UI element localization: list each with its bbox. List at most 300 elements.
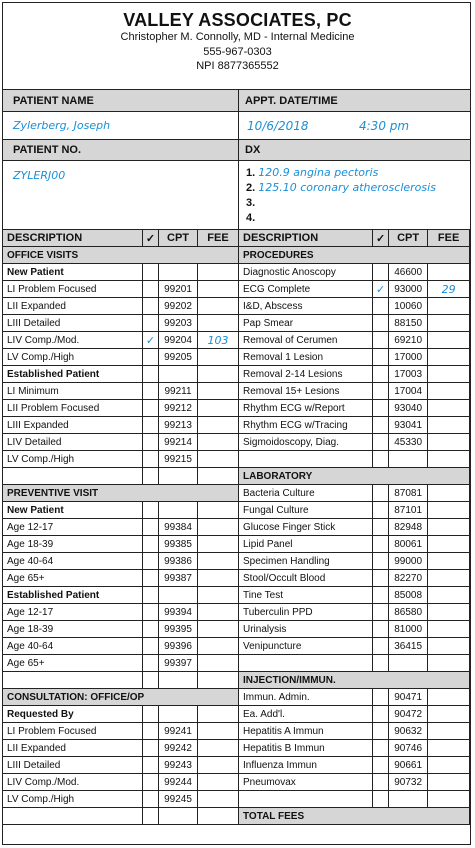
dx-line-2[interactable] xyxy=(246,181,436,194)
table-row xyxy=(3,502,239,519)
row-checkbox[interactable] xyxy=(373,706,389,723)
patient-no-label-band xyxy=(3,139,238,161)
row-description: Age 40-64 xyxy=(3,553,143,570)
row-checkbox[interactable] xyxy=(373,655,389,672)
table-row xyxy=(239,655,470,672)
row-cpt: 99212 xyxy=(159,400,198,417)
row-checkbox[interactable] xyxy=(373,740,389,757)
column-header-cpt: CPT xyxy=(159,230,198,247)
table-row xyxy=(239,791,470,808)
row-cpt: 82948 xyxy=(388,519,427,536)
practice-header xyxy=(3,3,471,89)
row-cpt: 99205 xyxy=(159,349,198,366)
row-fee[interactable] xyxy=(198,655,239,672)
row-checkbox[interactable] xyxy=(143,740,159,757)
section-header-row xyxy=(239,247,470,264)
row-cpt xyxy=(159,366,198,383)
row-checkbox[interactable] xyxy=(143,672,159,689)
table-row xyxy=(3,740,239,757)
row-checkbox[interactable] xyxy=(373,689,389,706)
table-row xyxy=(3,638,239,655)
row-checkbox[interactable] xyxy=(373,604,389,621)
row-fee[interactable] xyxy=(428,604,470,621)
row-description: Tine Test xyxy=(239,587,373,604)
row-cpt: 90471 xyxy=(388,689,427,706)
row-cpt: 99000 xyxy=(388,553,427,570)
row-checkbox[interactable] xyxy=(373,774,389,791)
row-description: Established Patient xyxy=(3,366,143,383)
row-cpt xyxy=(159,264,198,281)
table-row xyxy=(3,536,239,553)
row-fee[interactable] xyxy=(428,536,470,553)
row-fee[interactable] xyxy=(428,740,470,757)
row-fee[interactable] xyxy=(198,621,239,638)
row-checkbox[interactable] xyxy=(373,553,389,570)
column-header-fee: FEE xyxy=(428,230,470,247)
row-description: Requested By xyxy=(3,706,143,723)
row-description: Age 18-39 xyxy=(3,621,143,638)
row-checkbox[interactable] xyxy=(373,536,389,553)
row-description: Specimen Handling xyxy=(239,553,373,570)
row-checkbox[interactable] xyxy=(143,451,159,468)
row-checkbox[interactable] xyxy=(143,791,159,808)
row-description: LII Expanded xyxy=(3,298,143,315)
row-description: Bacteria Culture xyxy=(239,485,373,502)
row-fee[interactable] xyxy=(428,706,470,723)
row-cpt: 99395 xyxy=(159,621,198,638)
row-fee[interactable] xyxy=(198,519,239,536)
patient-name-field[interactable]: Zylerberg, Joseph xyxy=(13,119,111,132)
section-header: LABORATORY xyxy=(239,468,470,485)
table-row xyxy=(3,298,239,315)
row-fee[interactable] xyxy=(428,349,470,366)
row-checkbox[interactable] xyxy=(373,638,389,655)
row-fee[interactable] xyxy=(198,417,239,434)
row-description: New Patient xyxy=(3,264,143,281)
row-checkbox[interactable] xyxy=(373,451,389,468)
table-row xyxy=(239,519,470,536)
row-cpt: 17000 xyxy=(388,349,427,366)
row-cpt: 69210 xyxy=(388,332,427,349)
table-row xyxy=(3,757,239,774)
table-row xyxy=(3,519,239,536)
row-fee[interactable] xyxy=(198,434,239,451)
row-fee[interactable] xyxy=(198,400,239,417)
table-row xyxy=(3,383,239,400)
row-checkbox[interactable] xyxy=(373,332,389,349)
row-fee[interactable] xyxy=(428,587,470,604)
row-checkbox[interactable] xyxy=(143,264,159,281)
row-description: LI Minimum xyxy=(3,383,143,400)
row-checkbox[interactable] xyxy=(143,604,159,621)
left-services-table xyxy=(2,229,239,825)
row-cpt xyxy=(388,655,427,672)
row-description: Pneumovax xyxy=(239,774,373,791)
row-fee[interactable] xyxy=(428,689,470,706)
table-row xyxy=(3,553,239,570)
row-checkbox[interactable] xyxy=(373,502,389,519)
row-cpt: 90661 xyxy=(388,757,427,774)
row-cpt: 99211 xyxy=(159,383,198,400)
row-fee[interactable] xyxy=(198,672,239,689)
row-checkbox[interactable] xyxy=(143,468,159,485)
row-description xyxy=(239,791,373,808)
table-row xyxy=(239,485,470,502)
row-description xyxy=(239,655,373,672)
row-cpt xyxy=(388,791,427,808)
table-row xyxy=(239,774,470,791)
row-fee[interactable] xyxy=(198,349,239,366)
row-description: I&D, Abscess xyxy=(239,298,373,315)
row-fee[interactable] xyxy=(198,570,239,587)
table-row xyxy=(239,621,470,638)
row-fee[interactable] xyxy=(198,706,239,723)
row-checkbox[interactable] xyxy=(373,400,389,417)
row-description: Hepatitis B Immun xyxy=(239,740,373,757)
row-checkbox[interactable] xyxy=(143,536,159,553)
row-description: Influenza Immun xyxy=(239,757,373,774)
row-checkbox[interactable] xyxy=(143,366,159,383)
row-fee[interactable] xyxy=(198,468,239,485)
row-cpt xyxy=(159,502,198,519)
section-header: PROCEDURES xyxy=(239,247,470,264)
row-checkbox[interactable] xyxy=(143,298,159,315)
row-checkbox[interactable] xyxy=(373,366,389,383)
row-description: Immun. Admin. xyxy=(239,689,373,706)
row-fee[interactable] xyxy=(428,519,470,536)
row-description xyxy=(3,808,143,825)
row-cpt xyxy=(159,587,198,604)
row-fee[interactable] xyxy=(198,451,239,468)
row-fee[interactable] xyxy=(428,757,470,774)
row-cpt: 93040 xyxy=(388,400,427,417)
row-checkbox[interactable] xyxy=(143,383,159,400)
table-row xyxy=(239,281,470,298)
patient-no-field[interactable]: ZYLERJ00 xyxy=(13,169,66,182)
row-cpt: 36415 xyxy=(388,638,427,655)
row-cpt: 90746 xyxy=(388,740,427,757)
row-checkbox[interactable]: ✓ xyxy=(143,332,159,349)
row-checkbox[interactable] xyxy=(373,723,389,740)
row-checkbox[interactable] xyxy=(373,298,389,315)
row-description: Lipid Panel xyxy=(239,536,373,553)
row-fee[interactable] xyxy=(428,502,470,519)
row-fee[interactable] xyxy=(198,383,239,400)
row-checkbox[interactable] xyxy=(373,349,389,366)
row-description: Removal 15+ Lesions xyxy=(239,383,373,400)
table-row xyxy=(3,264,239,281)
row-fee[interactable] xyxy=(198,723,239,740)
dx-label: DX xyxy=(245,144,261,156)
table-row xyxy=(239,315,470,332)
row-checkbox[interactable] xyxy=(143,808,159,825)
table-row xyxy=(239,570,470,587)
appt-label: APPT. DATE/TIME xyxy=(245,95,338,107)
row-description: New Patient xyxy=(3,502,143,519)
row-checkbox[interactable] xyxy=(373,315,389,332)
section-header-row xyxy=(3,689,239,706)
row-cpt: 99387 xyxy=(159,570,198,587)
patient-name-label: PATIENT NAME xyxy=(13,95,94,107)
row-cpt: 99214 xyxy=(159,434,198,451)
row-checkbox[interactable] xyxy=(373,383,389,400)
row-description: Hepatitis A Immun xyxy=(239,723,373,740)
row-cpt: 81000 xyxy=(388,621,427,638)
table-row xyxy=(3,434,239,451)
table-row xyxy=(3,366,239,383)
row-description: Ea. Add'l. xyxy=(239,706,373,723)
row-cpt: 88150 xyxy=(388,315,427,332)
row-description xyxy=(3,672,143,689)
row-cpt: 90472 xyxy=(388,706,427,723)
row-cpt: 90732 xyxy=(388,774,427,791)
row-fee[interactable] xyxy=(428,655,470,672)
row-fee[interactable] xyxy=(198,298,239,315)
table-row xyxy=(239,706,470,723)
row-fee[interactable] xyxy=(198,315,239,332)
row-fee[interactable] xyxy=(428,434,470,451)
table-row xyxy=(3,451,239,468)
row-cpt: 99201 xyxy=(159,281,198,298)
row-checkbox[interactable] xyxy=(373,264,389,281)
row-description: LII Expanded xyxy=(3,740,143,757)
row-cpt: 87081 xyxy=(388,485,427,502)
row-checkbox[interactable] xyxy=(143,723,159,740)
row-fee[interactable] xyxy=(428,774,470,791)
row-checkbox[interactable] xyxy=(373,417,389,434)
row-cpt: 99213 xyxy=(159,417,198,434)
row-cpt: 99204 xyxy=(159,332,198,349)
row-cpt: 17003 xyxy=(388,366,427,383)
row-description: Diagnostic Anoscopy xyxy=(239,264,373,281)
row-checkbox[interactable] xyxy=(373,485,389,502)
dx-line-4[interactable] xyxy=(246,211,255,224)
row-fee[interactable] xyxy=(428,723,470,740)
table-row xyxy=(239,723,470,740)
row-fee[interactable] xyxy=(428,638,470,655)
row-checkbox[interactable] xyxy=(373,621,389,638)
row-fee[interactable] xyxy=(198,281,239,298)
table-header-row xyxy=(239,230,470,247)
table-row xyxy=(239,366,470,383)
section-header: TOTAL FEES xyxy=(239,808,470,825)
table-row xyxy=(3,621,239,638)
row-cpt: 46600 xyxy=(388,264,427,281)
row-fee[interactable] xyxy=(428,332,470,349)
row-description: Age 65+ xyxy=(3,570,143,587)
dx-line-1[interactable] xyxy=(246,166,378,179)
row-description: LV Comp./High xyxy=(3,451,143,468)
row-checkbox[interactable] xyxy=(373,519,389,536)
row-fee[interactable] xyxy=(198,502,239,519)
row-cpt xyxy=(159,468,198,485)
row-description: Fungal Culture xyxy=(239,502,373,519)
row-description: LIV Detailed xyxy=(3,434,143,451)
row-description: Urinalysis xyxy=(239,621,373,638)
table-row xyxy=(239,451,470,468)
table-row xyxy=(239,757,470,774)
row-checkbox[interactable] xyxy=(373,791,389,808)
table-row xyxy=(3,349,239,366)
row-fee[interactable]: 29 xyxy=(428,281,470,298)
row-description: Removal of Cerumen xyxy=(239,332,373,349)
doctor-name: Christopher M. Connolly, MD - Internal Medicine xyxy=(120,31,355,43)
table-row xyxy=(239,417,470,434)
dx-num: 2. xyxy=(246,182,256,194)
table-row xyxy=(3,332,239,349)
section-header-row xyxy=(3,247,239,264)
row-description: Age 12-17 xyxy=(3,519,143,536)
row-checkbox[interactable] xyxy=(143,774,159,791)
appt-time-field[interactable]: 4:30 pm xyxy=(359,119,410,133)
table-row xyxy=(239,587,470,604)
row-cpt: 93041 xyxy=(388,417,427,434)
row-cpt: 99396 xyxy=(159,638,198,655)
practice-name: VALLEY ASSOCIATES, PC xyxy=(123,10,352,30)
row-fee[interactable]: 103 xyxy=(198,332,239,349)
row-cpt: 10060 xyxy=(388,298,427,315)
section-header-row xyxy=(239,808,470,825)
row-description: Established Patient xyxy=(3,587,143,604)
right-services-table xyxy=(238,229,470,825)
row-fee[interactable] xyxy=(428,451,470,468)
row-description: LIV Comp./Mod. xyxy=(3,332,143,349)
row-checkbox[interactable] xyxy=(143,757,159,774)
row-description: Age 40-64 xyxy=(3,638,143,655)
row-cpt xyxy=(159,706,198,723)
row-fee[interactable] xyxy=(198,553,239,570)
row-fee[interactable] xyxy=(198,264,239,281)
column-header-description: DESCRIPTION xyxy=(3,230,143,247)
row-cpt: 99245 xyxy=(159,791,198,808)
row-description: LI Problem Focused xyxy=(3,281,143,298)
row-checkbox[interactable] xyxy=(143,417,159,434)
row-checkbox[interactable] xyxy=(143,400,159,417)
row-cpt: 99385 xyxy=(159,536,198,553)
row-fee[interactable] xyxy=(198,757,239,774)
row-fee[interactable] xyxy=(198,366,239,383)
row-checkbox[interactable] xyxy=(143,570,159,587)
row-cpt: 99386 xyxy=(159,553,198,570)
row-checkbox[interactable] xyxy=(143,519,159,536)
table-row xyxy=(239,264,470,281)
row-description: ECG Complete xyxy=(239,281,373,298)
row-fee[interactable] xyxy=(198,604,239,621)
row-description: LI Problem Focused xyxy=(3,723,143,740)
row-cpt: 99244 xyxy=(159,774,198,791)
row-checkbox[interactable] xyxy=(143,434,159,451)
row-checkbox[interactable] xyxy=(143,349,159,366)
row-fee[interactable] xyxy=(428,366,470,383)
dx-num: 4. xyxy=(246,212,256,224)
row-checkbox[interactable] xyxy=(143,655,159,672)
table-row xyxy=(239,298,470,315)
row-fee[interactable] xyxy=(198,587,239,604)
column-header-check: ✓ xyxy=(373,230,389,247)
row-fee[interactable] xyxy=(428,417,470,434)
row-cpt: 45330 xyxy=(388,434,427,451)
row-checkbox[interactable] xyxy=(143,553,159,570)
table-row xyxy=(3,672,239,689)
row-fee[interactable] xyxy=(428,791,470,808)
row-fee[interactable] xyxy=(198,536,239,553)
row-checkbox[interactable] xyxy=(373,587,389,604)
column-header-check: ✓ xyxy=(143,230,159,247)
row-checkbox[interactable] xyxy=(373,434,389,451)
patient-name-label-band xyxy=(3,90,238,112)
row-fee[interactable] xyxy=(428,264,470,281)
row-fee[interactable] xyxy=(428,298,470,315)
row-checkbox[interactable] xyxy=(143,638,159,655)
row-checkbox[interactable] xyxy=(143,315,159,332)
row-description: Sigmoidoscopy, Diag. xyxy=(239,434,373,451)
row-description: LIII Detailed xyxy=(3,315,143,332)
row-description: LIV Comp./Mod. xyxy=(3,774,143,791)
row-cpt xyxy=(388,451,427,468)
row-fee[interactable] xyxy=(198,740,239,757)
dx-num: 1. xyxy=(246,167,256,179)
row-description: Rhythm ECG w/Tracing xyxy=(239,417,373,434)
row-description: Removal 2-14 Lesions xyxy=(239,366,373,383)
row-fee[interactable] xyxy=(198,791,239,808)
table-row xyxy=(3,570,239,587)
row-fee[interactable] xyxy=(198,638,239,655)
appt-date-field[interactable]: 10/6/2018 xyxy=(247,119,309,133)
row-checkbox[interactable] xyxy=(143,587,159,604)
row-description: Venipuncture xyxy=(239,638,373,655)
row-cpt: 99203 xyxy=(159,315,198,332)
column-header-cpt: CPT xyxy=(388,230,427,247)
row-description: Age 18-39 xyxy=(3,536,143,553)
row-description: Age 65+ xyxy=(3,655,143,672)
row-cpt: 90632 xyxy=(388,723,427,740)
section-header: INJECTION/IMMUN. xyxy=(239,672,470,689)
row-fee[interactable] xyxy=(428,553,470,570)
row-checkbox[interactable] xyxy=(143,281,159,298)
row-fee[interactable] xyxy=(428,315,470,332)
dx-label-band xyxy=(239,139,471,161)
row-checkbox[interactable] xyxy=(143,706,159,723)
row-fee[interactable] xyxy=(198,808,239,825)
row-cpt: 99242 xyxy=(159,740,198,757)
table-row xyxy=(239,689,470,706)
row-fee[interactable] xyxy=(428,485,470,502)
row-cpt: 82270 xyxy=(388,570,427,587)
row-cpt: 99202 xyxy=(159,298,198,315)
row-cpt: 80061 xyxy=(388,536,427,553)
row-checkbox[interactable] xyxy=(143,621,159,638)
row-fee[interactable] xyxy=(198,774,239,791)
row-description: Glucose Finger Stick xyxy=(239,519,373,536)
dx-line-3[interactable] xyxy=(246,196,255,209)
table-row xyxy=(3,791,239,808)
row-description: LIII Expanded xyxy=(3,417,143,434)
table-row xyxy=(239,502,470,519)
row-fee[interactable] xyxy=(428,400,470,417)
practice-phone: 555-967-0303 xyxy=(203,46,272,58)
row-checkbox[interactable] xyxy=(373,757,389,774)
row-fee[interactable] xyxy=(428,383,470,400)
row-description: Rhythm ECG w/Report xyxy=(239,400,373,417)
column-header-description: DESCRIPTION xyxy=(239,230,373,247)
row-checkbox[interactable]: ✓ xyxy=(373,281,389,298)
section-header: CONSULTATION: OFFICE/OP xyxy=(3,689,239,706)
row-checkbox[interactable] xyxy=(373,570,389,587)
row-cpt: 99384 xyxy=(159,519,198,536)
row-fee[interactable] xyxy=(428,621,470,638)
row-fee[interactable] xyxy=(428,570,470,587)
row-checkbox[interactable] xyxy=(143,502,159,519)
